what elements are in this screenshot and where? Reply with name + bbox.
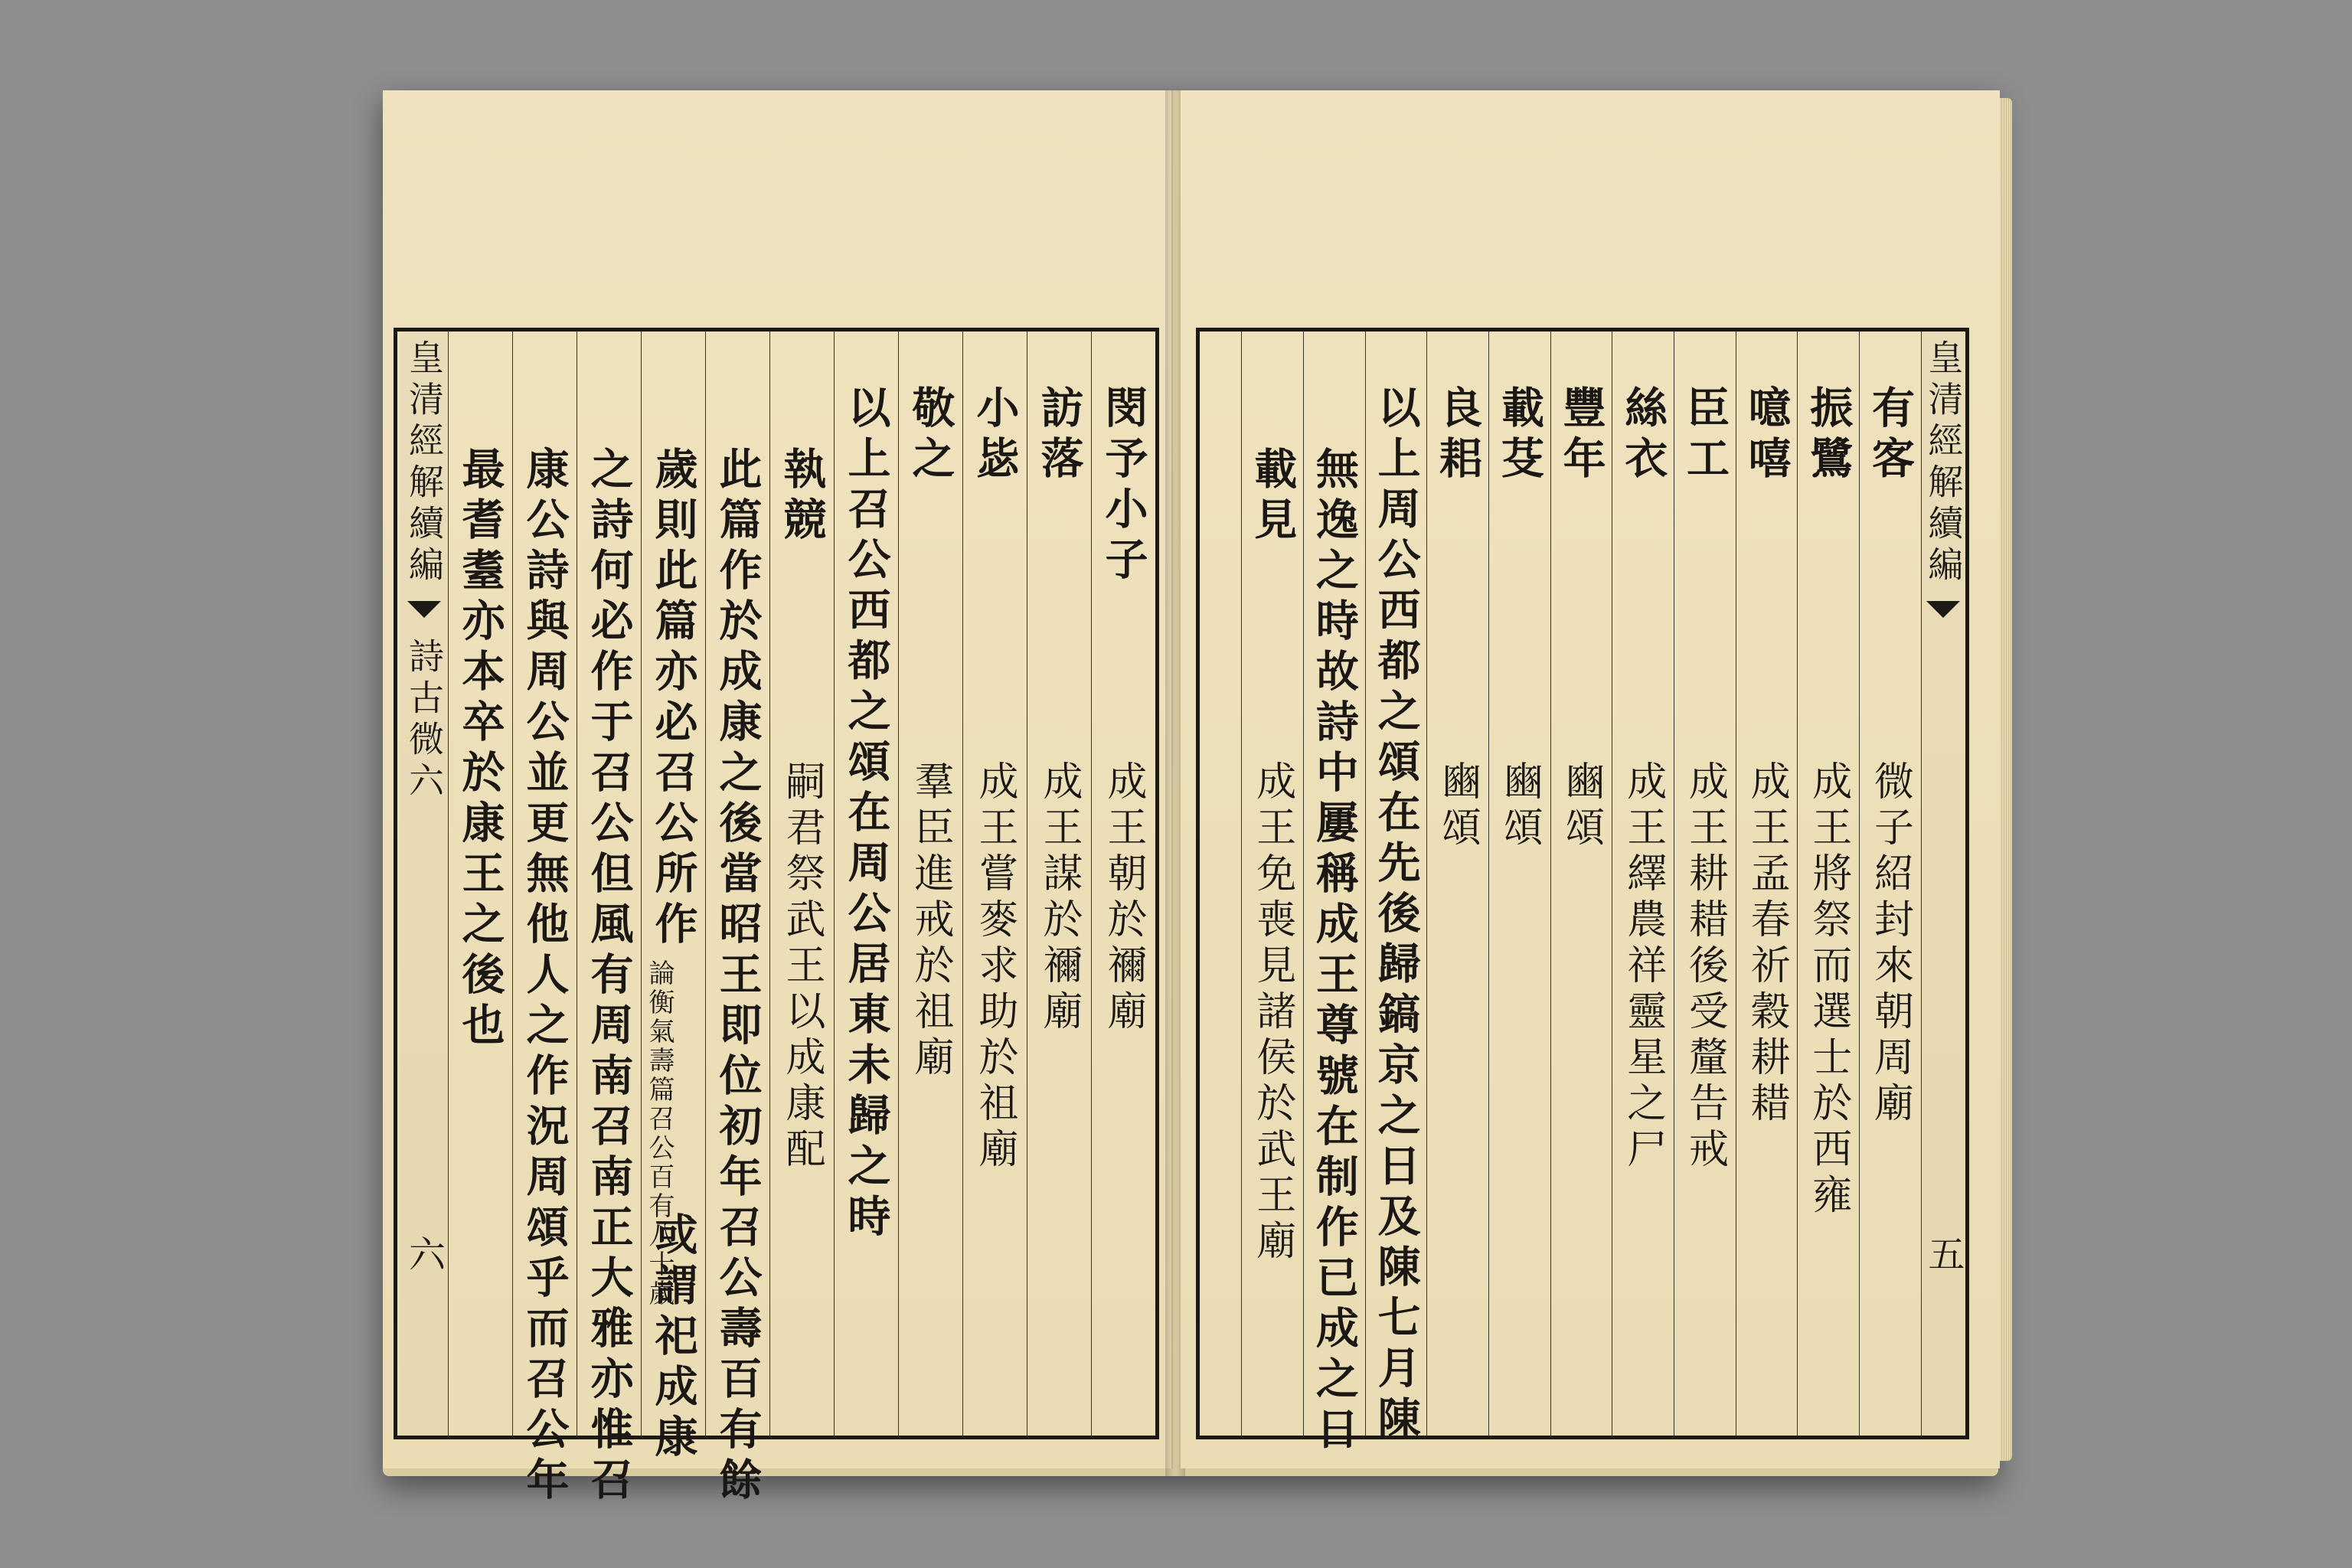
column [834, 332, 898, 1436]
column-text: 無逸之時故詩中屢稱成王尊號在制作已成之日 [1308, 446, 1360, 1457]
column-heading: 良耜 [1432, 385, 1484, 486]
column [1550, 332, 1612, 1436]
blank-column [1200, 332, 1241, 1436]
section-title: 詩古微六 [403, 638, 445, 803]
column-text: 康公詩與周公並更無他人之作況周頌乎而召公年 [519, 446, 570, 1508]
column-text: 以上召公西都之頌在周公居東未歸之時 [841, 385, 892, 1244]
column-heading: 有客 [1864, 385, 1916, 486]
column [1674, 332, 1736, 1436]
column-note: 成王免喪見諸侯於武王廟 [1249, 760, 1295, 1266]
column-note: 成王朝於禰廟 [1100, 760, 1146, 1036]
folio-number: 六 [402, 1235, 446, 1278]
column-text: 或謂祀成康 [648, 1212, 699, 1465]
column-note: 成王耕耤後受釐告戒 [1681, 760, 1728, 1174]
column [1241, 332, 1303, 1436]
column [512, 332, 577, 1508]
left-page [383, 90, 1173, 1508]
column-heading: 載芟 [1494, 385, 1545, 486]
column-heading: 敬之 [905, 385, 956, 486]
fishtail-mark [1926, 601, 1960, 618]
column [1303, 332, 1365, 1457]
book-title: 皇清經解續編 [403, 339, 445, 587]
column-note: 微子紹封來朝周廟 [1867, 760, 1913, 1128]
column [1736, 332, 1798, 1436]
column-note: 羣臣進戒於祖廟 [907, 760, 953, 1082]
column-heading: 載見 [1247, 446, 1298, 547]
column [448, 332, 512, 1436]
margin-strip [1921, 332, 1965, 1436]
column-note: 成王謀於禰廟 [1036, 760, 1082, 1036]
column-text: 以上周公西都之頌在先後歸鎬京之日及陳七月陳 [1370, 385, 1422, 1446]
column-note: 成王繹農祥靈星之尸 [1619, 760, 1666, 1174]
right-page [1179, 90, 2000, 1468]
column-text: 之詩何必作于召公但風有周南召南正大雅亦惟召 [583, 446, 635, 1508]
margin-strip [400, 332, 448, 1436]
column [577, 332, 641, 1508]
column-heading: 豐年 [1556, 385, 1607, 486]
column [769, 332, 834, 1436]
column [1091, 332, 1155, 1436]
column [1027, 332, 1091, 1436]
column [1365, 332, 1427, 1446]
column-note: 嗣君祭武王以成康配 [779, 760, 825, 1174]
column-note: 豳頌 [1558, 760, 1605, 852]
column-heading: 噫嘻 [1741, 385, 1792, 486]
column [898, 332, 962, 1436]
right-text-frame [1196, 328, 1969, 1457]
column-heading: 執競 [776, 446, 828, 547]
column [641, 332, 705, 1465]
inline-note: 論衡氣壽篇召公百有八十歲 [644, 959, 675, 1308]
column-note: 成王嘗麥求助於祖廟 [972, 760, 1018, 1174]
column-text: 最耆耋亦本卒於康王之後也 [455, 446, 506, 1053]
column-note: 豳頌 [1434, 760, 1481, 852]
column-heading: 絲衣 [1618, 385, 1669, 486]
column-heading: 臣工 [1679, 385, 1730, 486]
column [705, 332, 769, 1508]
column [1797, 332, 1859, 1436]
open-book [383, 90, 1998, 1508]
column-heading: 振鷺 [1803, 385, 1854, 486]
book-title: 皇清經解續編 [1922, 339, 1965, 587]
fishtail-mark [407, 601, 441, 618]
column [1488, 332, 1550, 1436]
column-heading: 小毖 [969, 385, 1021, 486]
column [1426, 332, 1488, 1436]
column-note: 成王孟春祈穀耕耤 [1743, 760, 1790, 1128]
column-note: 豳頌 [1496, 760, 1543, 852]
column-text: 此篇作於成康之後當昭王即位初年召公壽百有餘 [712, 446, 763, 1508]
column [1612, 332, 1674, 1436]
column [1859, 332, 1921, 1436]
column-heading: 閔予小子 [1098, 385, 1149, 587]
folio-number: 五 [1921, 1235, 1965, 1278]
column [962, 332, 1027, 1436]
column-note: 成王將祭而選士於西雍 [1805, 760, 1851, 1220]
column-heading: 訪落 [1034, 385, 1085, 486]
left-text-frame [394, 328, 1159, 1508]
column-text: 歲則此篇亦必召公所作 [648, 446, 699, 952]
